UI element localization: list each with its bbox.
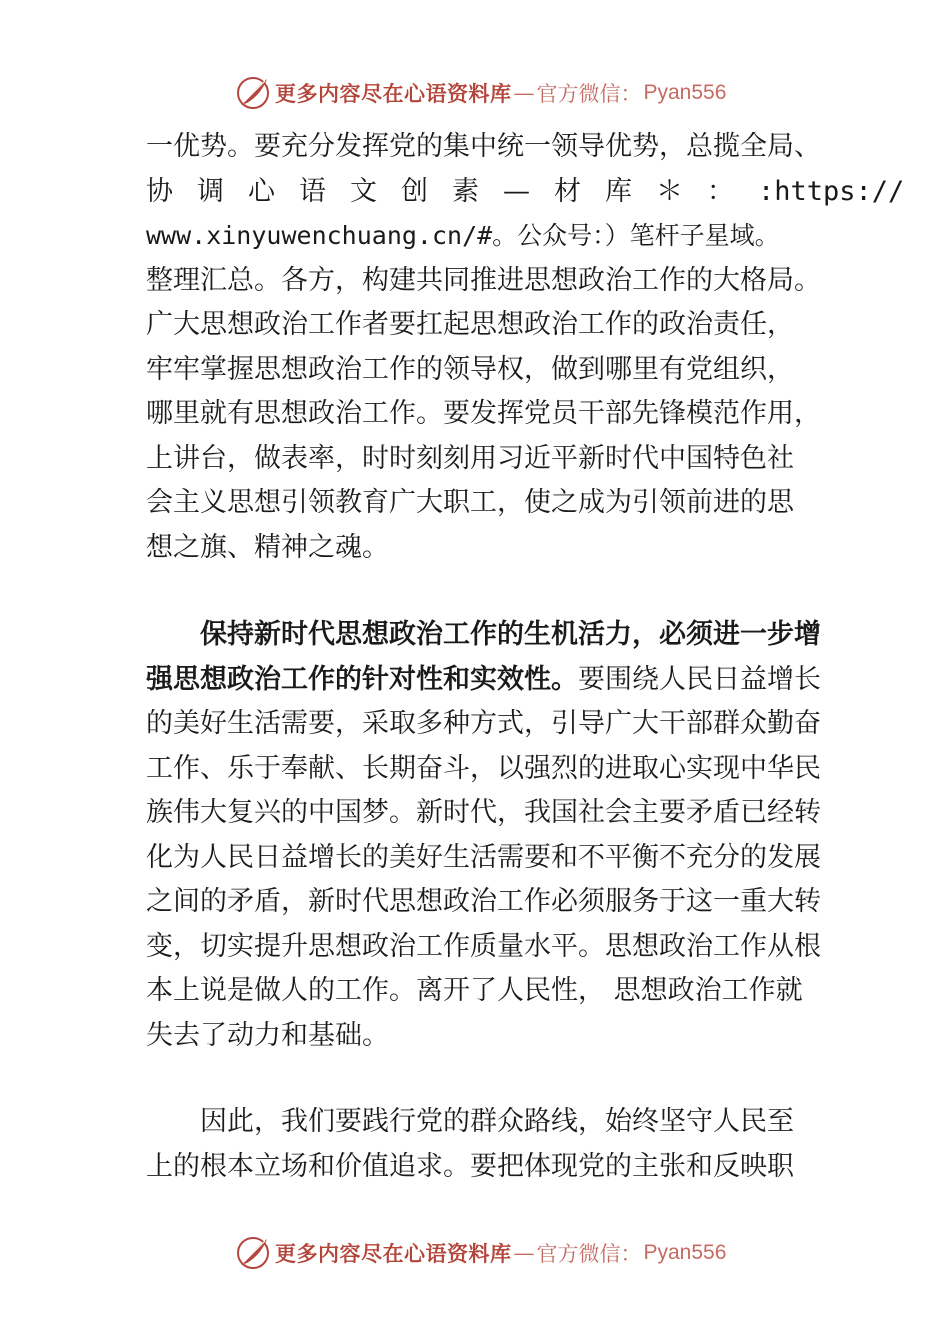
footer-brand: 更多内容尽在心语资料库 [275,1241,512,1266]
header-brand: 更多内容尽在心语资料库 [275,81,512,106]
footer-dash: — [513,1241,535,1265]
text-line: 会主义思想引领教育广大职工，使之成为引领前进的思 [146,487,794,518]
text-line: 上的根本立场和价值追求。要把体现党的主张和反映职 [146,1150,794,1182]
text-line: 的美好生活需要，采取多种方式，引导广大干部群众勤奋 [146,708,821,739]
footer-wechat-label: 官方微信： [536,1242,642,1266]
text-line: 哪里就有思想政治工作。要发挥党员干部先锋模范作用， [146,398,821,429]
bold-lead-line: 保持新时代思想政治工作的生机活力，必须进一步增 [200,619,821,650]
text-line: 上讲台，做表率，时时刻刻用习近平新时代中国特色社 [146,442,794,474]
paragraph-3 [146,1100,826,1189]
header-wechat-label: 官方微信： [536,82,642,106]
text-line: 广大思想政治工作者要扛起思想政治工作的政治责任， [146,309,794,340]
text-line: www.xinyuwenchuang.cn/#。公众号：）笔杆子星域。 [146,221,780,250]
paragraph-2 [146,613,826,1058]
footer-wechat-id: Pyan556 [643,1241,727,1264]
text-line [146,658,826,703]
text-line: 之间的矛盾，新时代思想政治工作必须服务于这一重大转 [146,886,821,917]
text-line: 整理汇总。各方，构建共同推进思想政治工作的大格局。 [146,264,821,296]
text-line: 牢牢掌握思想政治工作的领导权，做到哪里有党组织， [146,353,794,385]
feather-logo-icon [235,75,271,111]
text-line: 变，切实提升思想政治工作质量水平。思想政治工作从根 [146,930,821,962]
text-line [146,170,905,215]
text-line: 化为人民日益增长的美好生活需要和不平衡不充分的发展 [146,841,821,873]
text-line: 失去了动力和基础。 [146,1019,389,1051]
text-line: 因此，我们要践行党的群众路线，始终坚守人民至 [200,1106,794,1137]
text-line: 一优势。要充分发挥党的集中统一领导优势，总揽全局、 [146,131,821,162]
feather-logo-icon [235,1235,271,1271]
spaced-text: 协调心语文创素—材库＊： [146,175,758,207]
header-dash: — [513,81,535,105]
paragraph-1 [146,125,905,570]
text-span: 要围绕人民日益增长 [578,663,821,695]
url-prefix: :https:// [758,175,905,207]
text-line: 本上说是做人的工作。离开了人民性， 思想政治工作就 [146,975,803,1006]
header-watermark [235,74,726,112]
text-line: 想之旗、精神之魂。 [146,531,389,563]
text-line: 工作、乐于奉献、长期奋斗，以强烈的进取心实现中华民 [146,752,821,784]
bold-lead-text: 强思想政治工作的针对性和实效性。 [146,663,578,695]
footer-watermark [235,1234,726,1272]
header-wechat-id: Pyan556 [643,81,727,104]
text-line: 族伟大复兴的中国梦。新时代，我国社会主要矛盾已经转 [146,797,821,828]
